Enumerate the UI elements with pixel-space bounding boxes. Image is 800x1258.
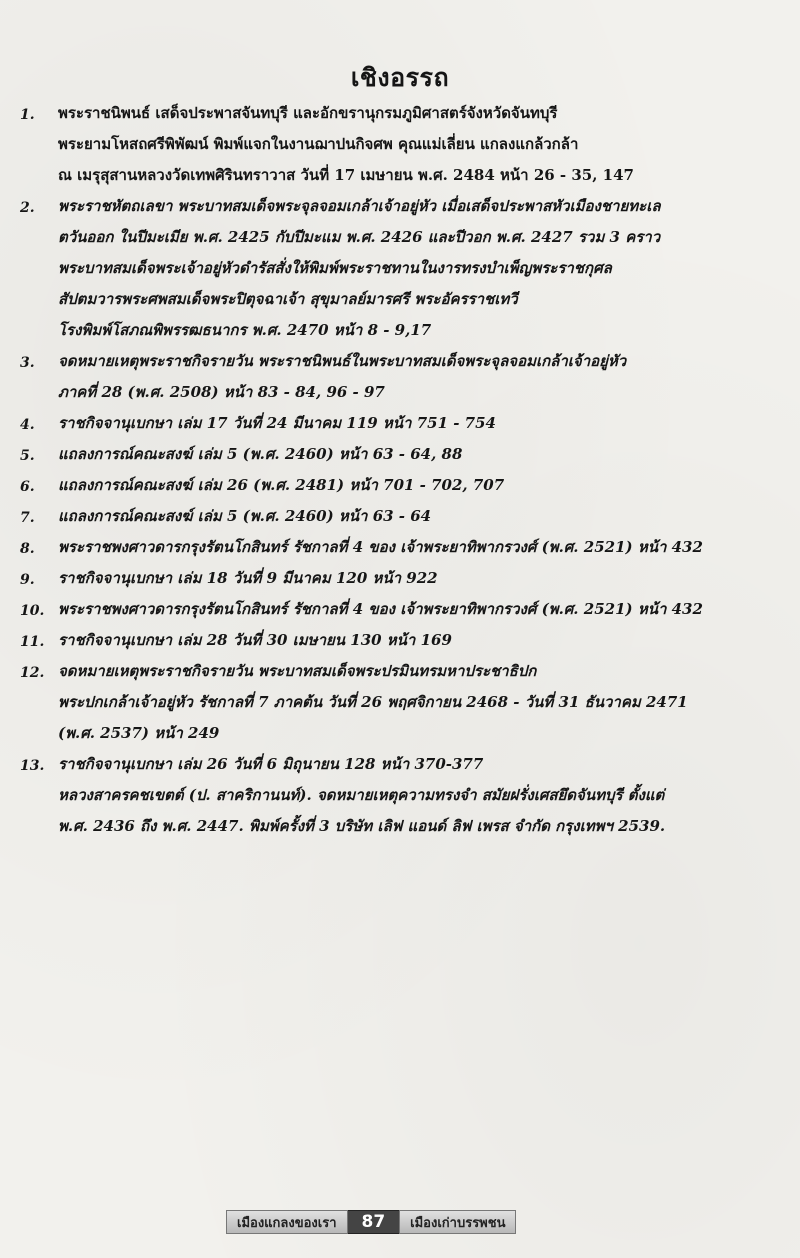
footnote-number: 8. xyxy=(20,541,35,557)
footnote-number: 3. xyxy=(20,355,35,371)
footnote-line: (พ.ศ. 2537) หน้า 249 xyxy=(58,724,220,742)
footnote-line: แถลงการณ์คณะสงฆ์ เล่ม 26 (พ.ศ. 2481) หน้า 701 - 702, 707 xyxy=(58,476,505,494)
footnote-line: โรงพิมพ์โสภณพิพรรฒธนากร พ.ศ. 2470 หน้า 8 - 9,17 xyxy=(58,321,432,339)
footnotes-list xyxy=(20,98,780,842)
footnote-item xyxy=(20,439,780,470)
footnote-item xyxy=(20,346,780,408)
footnote-item xyxy=(20,625,780,656)
footnote-number: 12. xyxy=(20,665,45,681)
footnote-line: ราชกิจจานุเบกษา เล่ม 18 วันที่ 9 มีนาคม 120 หน้า 922 xyxy=(58,569,438,587)
footnote-line: แถลงการณ์คณะสงฆ์ เล่ม 5 (พ.ศ. 2460) หน้า 63 - 64 xyxy=(58,507,432,525)
page-title: เชิงอรรถ xyxy=(350,63,450,92)
footnote-line: หลวงสาครคชเขตต์ (ป. สาคริกานนท์). จดหมายเหตุความทรงจำ สมัยฝรั่งเศสยึดจันทบุรี ตั้งแต่ xyxy=(58,786,665,804)
footnote-line: ภาคที่ 28 (พ.ศ. 2508) หน้า 83 - 84, 96 - 97 xyxy=(58,383,385,401)
footnote-line: ตวันออก ในปีมะเมีย พ.ศ. 2425 กับปีมะแม พ.ศ. 2426 และปีวอก พ.ศ. 2427 รวม 3 คราว xyxy=(58,228,661,246)
footnote-line: พระราชพงศาวดารกรุงรัตนโกสินทร์ รัชกาลที่ 4 ของ เจ้าพระยาทิพากรวงศ์ (พ.ศ. 2521) หน้า 432 xyxy=(58,538,703,556)
footnote-item xyxy=(20,563,780,594)
footnote-line: พระราชพงศาวดารกรุงรัตนโกสินทร์ รัชกาลที่ 4 ของ เจ้าพระยาทิพากรวงศ์ (พ.ศ. 2521) หน้า 432 xyxy=(58,600,703,618)
footnote-number: 13. xyxy=(20,758,45,774)
footnote-line: พระยามโหสถศรีพิพัฒน์ พิมพ์แจกในงานฌาปนกิจศพ คุณแม่เลี่ยน แกลงแกล้วกล้า xyxy=(58,135,579,153)
footnote-item xyxy=(20,191,780,346)
footnote-line: พ.ศ. 2436 ถึง พ.ศ. 2447. พิมพ์ครั้งที่ 3 บริษัท เลิฟ แอนด์ ลิฟ เพรส จำกัด กรุงเทพฯ 2539. xyxy=(58,817,666,835)
footnote-line: จดหมายเหตุพระราชกิจรายวัน พระบาทสมเด็จพระปรมินทรมหาประชาธิปก xyxy=(58,662,537,680)
footnote-line: พระราชนิพนธ์ เสด็จประพาสจันทบุรี และอักขรานุกรมภูมิศาสตร์จังหวัดจันทบุรี xyxy=(58,104,558,122)
footnote-line: ราชกิจจานุเบกษา เล่ม 26 วันที่ 6 มิถุนายน 128 หน้า 370-377 xyxy=(58,755,484,773)
footnote-item xyxy=(20,656,780,749)
page-number: 87 xyxy=(348,1210,400,1234)
footnote-item xyxy=(20,532,780,563)
footnote-line: แถลงการณ์คณะสงฆ์ เล่ม 5 (พ.ศ. 2460) หน้า 63 - 64, 88 xyxy=(58,445,463,463)
footnote-line: พระบาทสมเด็จพระเจ้าอยู่หัวดำรัสสั่งให้พิมพ์พระราชทานในงารทรงบำเพ็ญพระราชกุศล xyxy=(58,259,612,277)
footnote-item xyxy=(20,408,780,439)
footnote-line: พระปกเกล้าเจ้าอยู่หัว รัชกาลที่ 7 ภาคต้น วันที่ 26 พฤศจิกายน 2468 - วันที่ 31 ธันวาคม 2471 xyxy=(58,693,688,711)
footnote-item xyxy=(20,98,780,191)
footnote-number: 9. xyxy=(20,572,35,588)
footnote-number: 11. xyxy=(20,634,45,650)
footer-left-label: เมืองแกลงของเรา xyxy=(226,1210,348,1234)
footnote-line: พระราชหัตถเลขา พระบาทสมเด็จพระจุลจอมเกล้าเจ้าอยู่หัว เมื่อเสด็จประพาสหัวเมืองชายทะเล xyxy=(58,197,661,215)
footnote-number: 7. xyxy=(20,510,35,526)
footnote-line: ณ เมรุสุสานหลวงวัดเทพศิรินทราวาส วันที่ 17 เมษายน พ.ศ. 2484 หน้า 26 - 35, 147 xyxy=(58,166,634,184)
footnote-number: 1. xyxy=(20,107,35,123)
footnote-item xyxy=(20,470,780,501)
page-footer xyxy=(226,1210,516,1234)
footnote-number: 10. xyxy=(20,603,45,619)
footnote-line: ราชกิจจานุเบกษา เล่ม 17 วันที่ 24 มีนาคม 119 หน้า 751 - 754 xyxy=(58,414,496,432)
footnote-number: 5. xyxy=(20,448,35,464)
footnote-line: สัปตมวารพระศพสมเด็จพระปิตุจฉาเจ้า สุขุมาลย์มารศรี พระอัครราชเทวี xyxy=(58,290,518,308)
footer-right-label: เมืองเก่าบรรพชน xyxy=(399,1210,516,1234)
footnote-item xyxy=(20,501,780,532)
footnote-number: 6. xyxy=(20,479,35,495)
footnote-line: จดหมายเหตุพระราชกิจรายวัน พระราชนิพนธ์ในพระบาทสมเด็จพระจุลจอมเกล้าเจ้าอยู่หัว xyxy=(58,352,627,370)
footnote-item xyxy=(20,749,780,842)
footnote-number: 4. xyxy=(20,417,35,433)
footnote-item xyxy=(20,594,780,625)
footnote-line: ราชกิจจานุเบกษา เล่ม 28 วันที่ 30 เมษายน 130 หน้า 169 xyxy=(58,631,452,649)
footnote-number: 2. xyxy=(20,200,35,216)
